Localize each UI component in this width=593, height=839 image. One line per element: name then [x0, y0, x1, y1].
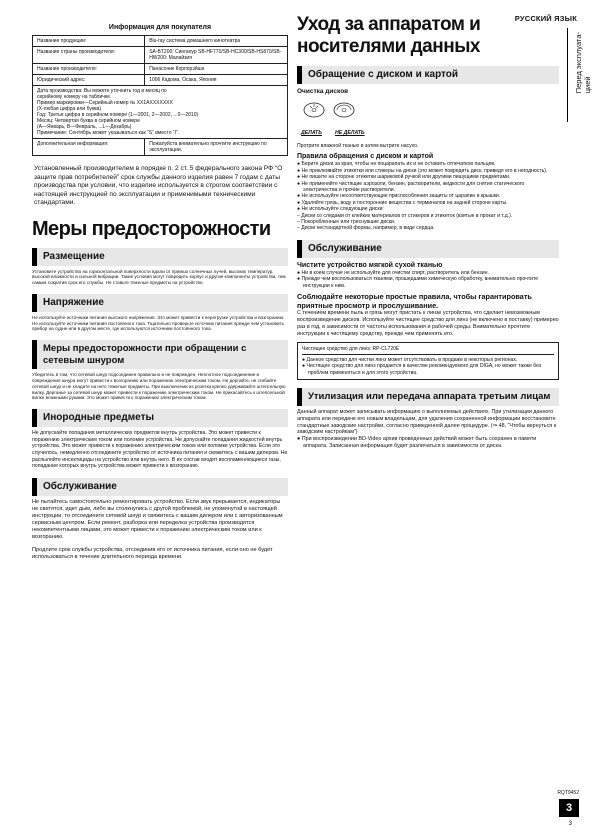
section-heading-voltage: Напряжение [32, 294, 288, 312]
dont-illustration [333, 101, 355, 119]
maintenance-subheading: Чистите устройство мягкой сухой тканью [297, 261, 443, 269]
table-cell: Дополнительная информация: [33, 139, 145, 156]
table-row [33, 75, 288, 86]
table-cell: 1006 Кадома, Осака, Япония [145, 75, 288, 86]
table-cell: Панасоник Корпорэйшн [145, 64, 288, 75]
right-column [297, 14, 559, 450]
list-item: ● Удаляйте грязь, воду и посторонние вещества с терминалов на задней стороне карты. [297, 200, 559, 206]
placement-text: Установите устройство на горизонтальной поверхности вдали от прямых солнечных лучей, высоких температур, высокой влажности и сильной вибрации. Такие условия могут повредить корпус и другие компоненты устройства, тем самым сократив срок его службы. Не ставьте тяжелые предметы на устройство. [32, 268, 286, 286]
section-heading-foreign-objects: Инородные предметы [32, 409, 288, 427]
voltage-text: Не используйте источники питания высокого напряжения. Это может привести к перегрузке устройства и возгоранию. Не используйте источники питания постоянного тока. Тщательно проверьте источник питания прежде чем установить прибор на судне или в другом месте, где используются источники постоянного тока. [32, 314, 285, 332]
list-item: ● Ни в коем случае не используйте для очистки спирт, растворитель или бензин. [297, 270, 559, 276]
list-item: ● Не пишите на стороне этикетки шариковой ручкой или другими пишущими предметами. [297, 174, 559, 180]
list-item: ● Не используйте несоответствующие приспособления защиты от царапин и крышки. [297, 193, 559, 199]
section-heading-power-cord: Меры предосторожности при обращении с сетевым шнуром [32, 340, 288, 369]
lens-cleaner-box [297, 342, 559, 381]
list-item: ● Данное средство для чистки линз может отсутствовать в продаже в некоторых регионах. [302, 357, 554, 363]
list-item: ● Не приклеивайте этикетки или стикеры на диски (это может повредить диск, приведя его в негодность). [297, 168, 559, 174]
table-row [33, 139, 288, 156]
do-illustration [303, 101, 325, 119]
section-heading-service: Обслуживание [32, 478, 288, 496]
list-item: ● Не используйте следующие диски: [297, 206, 559, 212]
handling-rules-heading: Правила обращения с диском и картой [297, 153, 434, 161]
maintenance-text: С течением времени пыль и грязь могут пристать к линзе устройства, что сделает невозможным воспроизведение дисков. Используйте чистящее средство для линз (не включено в поставку) примерно раз в год, в зависимости от частоты использования и рабочей среды. Внимательно прочтите инструкции к чистящему средству, прежде чем применять его. [297, 310, 559, 337]
list-item: – Диски нестандартной формы, например, в виде сердца. [297, 225, 435, 232]
list-item: ● Не применяйте чистящие аэрозоли, бензин, растворители, жидкости для снятия статического электричества и прочие растворители. [297, 181, 559, 194]
section-side-tab [567, 28, 591, 122]
list-item: ● Берите диски за края, чтобы не поцарапать их и не оставить отпечатков пальцев. [297, 161, 559, 167]
table-cell: Юридический адрес: [33, 75, 145, 86]
language-label: РУССКИЙ ЯЗЫК [514, 14, 577, 23]
buyer-info-title: Информация для покупателя [108, 24, 212, 31]
section-heading-placement: Размещение [32, 248, 288, 266]
service-life-statement: Установленный производителем в порядке п. 2 ст. 5 федерального закона РФ “О защите прав потребителей” срок службы данного изделия равен 7 годам с даты производства при условии, что изделие используется в строгом соответствии с настоящей инструкцией по эксплуатации и применимыми техническими стандартами. [34, 165, 283, 206]
table-cell: Название продукции: [33, 36, 145, 47]
service-text: Не пытайтесь самостоятельно ремонтировать устройство. Если звук прерывается, индикаторы не светятся, идет дым, либо вы столкнулись с другой проблемой, не упомянутой в настоящей инструкции, то отсоедините сетевой шнур и свяжитесь с вашим дилером или с авторизованным сервисным центром. Если ремонт, разборка или переделка устройства производятся некомпетентными лицами, это может привести к поражению электрическим током или к возгоранию. [32, 498, 283, 541]
list-item: – Диски со следами от клейких материалов от стикеров и этикеток (взятые в прокат и т.д.). [297, 212, 513, 219]
precautions-title: Меры предосторожности [32, 217, 271, 240]
page-number: 3 [568, 821, 572, 827]
foreign-objects-text: Не допускайте попадания металлических предметов внутрь устройства. Это может привести к поражению электрическим током или поломке устройства. Не допускайте попадания жидкостей внутрь устройства. Это может привести к поражению электрическим током или поломке устройства. Если это случилось, немедленно отсоедините устройство от источника питания и свяжитесь с вашим дилером. Не распыляйте инсектициды на устройство или внутрь него. В их состав входят воспламеняющиеся газы, попадание которых внутрь устройства может привести к возгоранию. [32, 430, 288, 470]
table-cell: Название производителя: [33, 64, 145, 75]
side-tab-label: Перед эксплуата- цией [574, 32, 592, 94]
maintenance-list [297, 270, 559, 289]
service-text-2: Продлите срок службы устройства, отсоединив его от источника питания, если оно не будет использоваться в течение длительного периода времени. [32, 547, 273, 561]
disc-radial-wipe-icon [303, 101, 325, 119]
page-number-box: 3 [559, 799, 579, 817]
disposal-text: Данный аппарат может записывать информацию о выполняемых действиях. При утилизации данного аппарата или передаче его новым владельцам, для удаления сохраненной информации восстановите стандартные заводские настройки, согласно приведенной далее процедуре. (⇒ 48, “Чтобы вернуться к заводским настройкам”) [297, 408, 557, 436]
manufacture-date-info: Дата производства: Вы можете уточнить год и месяц по серийному номеру на табличке. Пример маркировки—Серийный номер № XX1AXXXXXXX (X-любая цифра или буква) Год: Третья цифра в серийном номере (1—2001, 2—2002, ...0—2010) Месяц: Четвертая буква в серийном номере (A—Январь, B—Февраль, ...L—Декабрь) Примечание: Сентябрь может указываться как “S” вместо “I”. [33, 86, 288, 139]
dont-label: НЕ ДЕЛАТЬ [335, 130, 365, 136]
disc-cleaning-illustration [303, 101, 559, 119]
handling-rules-list [297, 161, 559, 212]
disposal-list [297, 436, 559, 450]
section-heading-disposal: Утилизация или передача аппарата третьим лицам [297, 388, 559, 406]
list-item: ● Прежде чем воспользоваться тканями, прошедшими химическую обработку, внимательно прочтите инструкции к ним. [297, 276, 559, 289]
disc-cleaning-text: Протрите влажной тканью и затем вытрите насухо. [297, 143, 419, 149]
left-column [32, 24, 288, 562]
list-item: ● При воспроизведении BD-Video архив проведенных действий может быть сохранен в памяти аппарата. Записанная информация будет различаться в зависимости от диска. [297, 436, 559, 450]
maintenance-subheading-2: Соблюдайте некоторые простые правила, чтобы гарантировать приятные просмотр и прослушивание. [297, 292, 532, 311]
disc-circular-wipe-icon [333, 101, 355, 119]
disc-cleaning-heading: Очистка дисков [297, 88, 349, 95]
list-item: – Покоробленные или треснувшие диски. [297, 219, 396, 226]
lens-cleaner-list [302, 357, 554, 376]
care-title: Уход за аппаратом и носителями данных [297, 14, 481, 57]
do-label: ДЕЛАТЬ [301, 130, 322, 136]
table-row [33, 64, 288, 75]
list-item: ● Чистящее средство для линз продается в качестве рекомендуемого для DIGA, но может также без проблем применяться и для этого устройства. [302, 363, 554, 376]
table-row [33, 47, 288, 64]
table-cell: Название страны производителя: [33, 47, 145, 64]
section-heading-disc-card: Обращение с диском и картой [297, 66, 559, 84]
section-heading-maintenance: Обслуживание [297, 240, 559, 258]
table-cell: Пожалуйста внимательно прочтите инструкцию по эксплуатации. [145, 139, 288, 156]
unusable-discs-list [297, 213, 559, 232]
power-cord-text: Убедитесь в том, что сетевой шнур подсоединен правильно и не поврежден. Неплотное подсоединение и повреждения шнура могут привести к возгоранию или поражению электрическим током. Не дергайте, не сгибайте сетевой шнур и не кладите на него тяжелые предметы. При выключении из розетки крепко удерживайте штепсельную вилку. Дерганье за сетевой шнур может привести к поражению электрическим током. Не прикасайтесь к штепсельной вилке влажными руками. Это может привести к поражению электрическим током. [32, 372, 286, 401]
table-row [33, 36, 288, 47]
lens-cleaner-heading: Чистящее средство для линз: RP-CL720E [302, 346, 554, 355]
page-code: RQT9452 [557, 790, 579, 796]
table-cell: SA-BT200: Сингапур SB-HF770/SB-HC300/SB-HS870/SB-HW200: Малайзия [145, 47, 288, 64]
table-cell: Blu-ray система домашнего кинотеатра [145, 36, 288, 47]
buyer-info-table [32, 35, 288, 156]
table-row [33, 86, 288, 139]
